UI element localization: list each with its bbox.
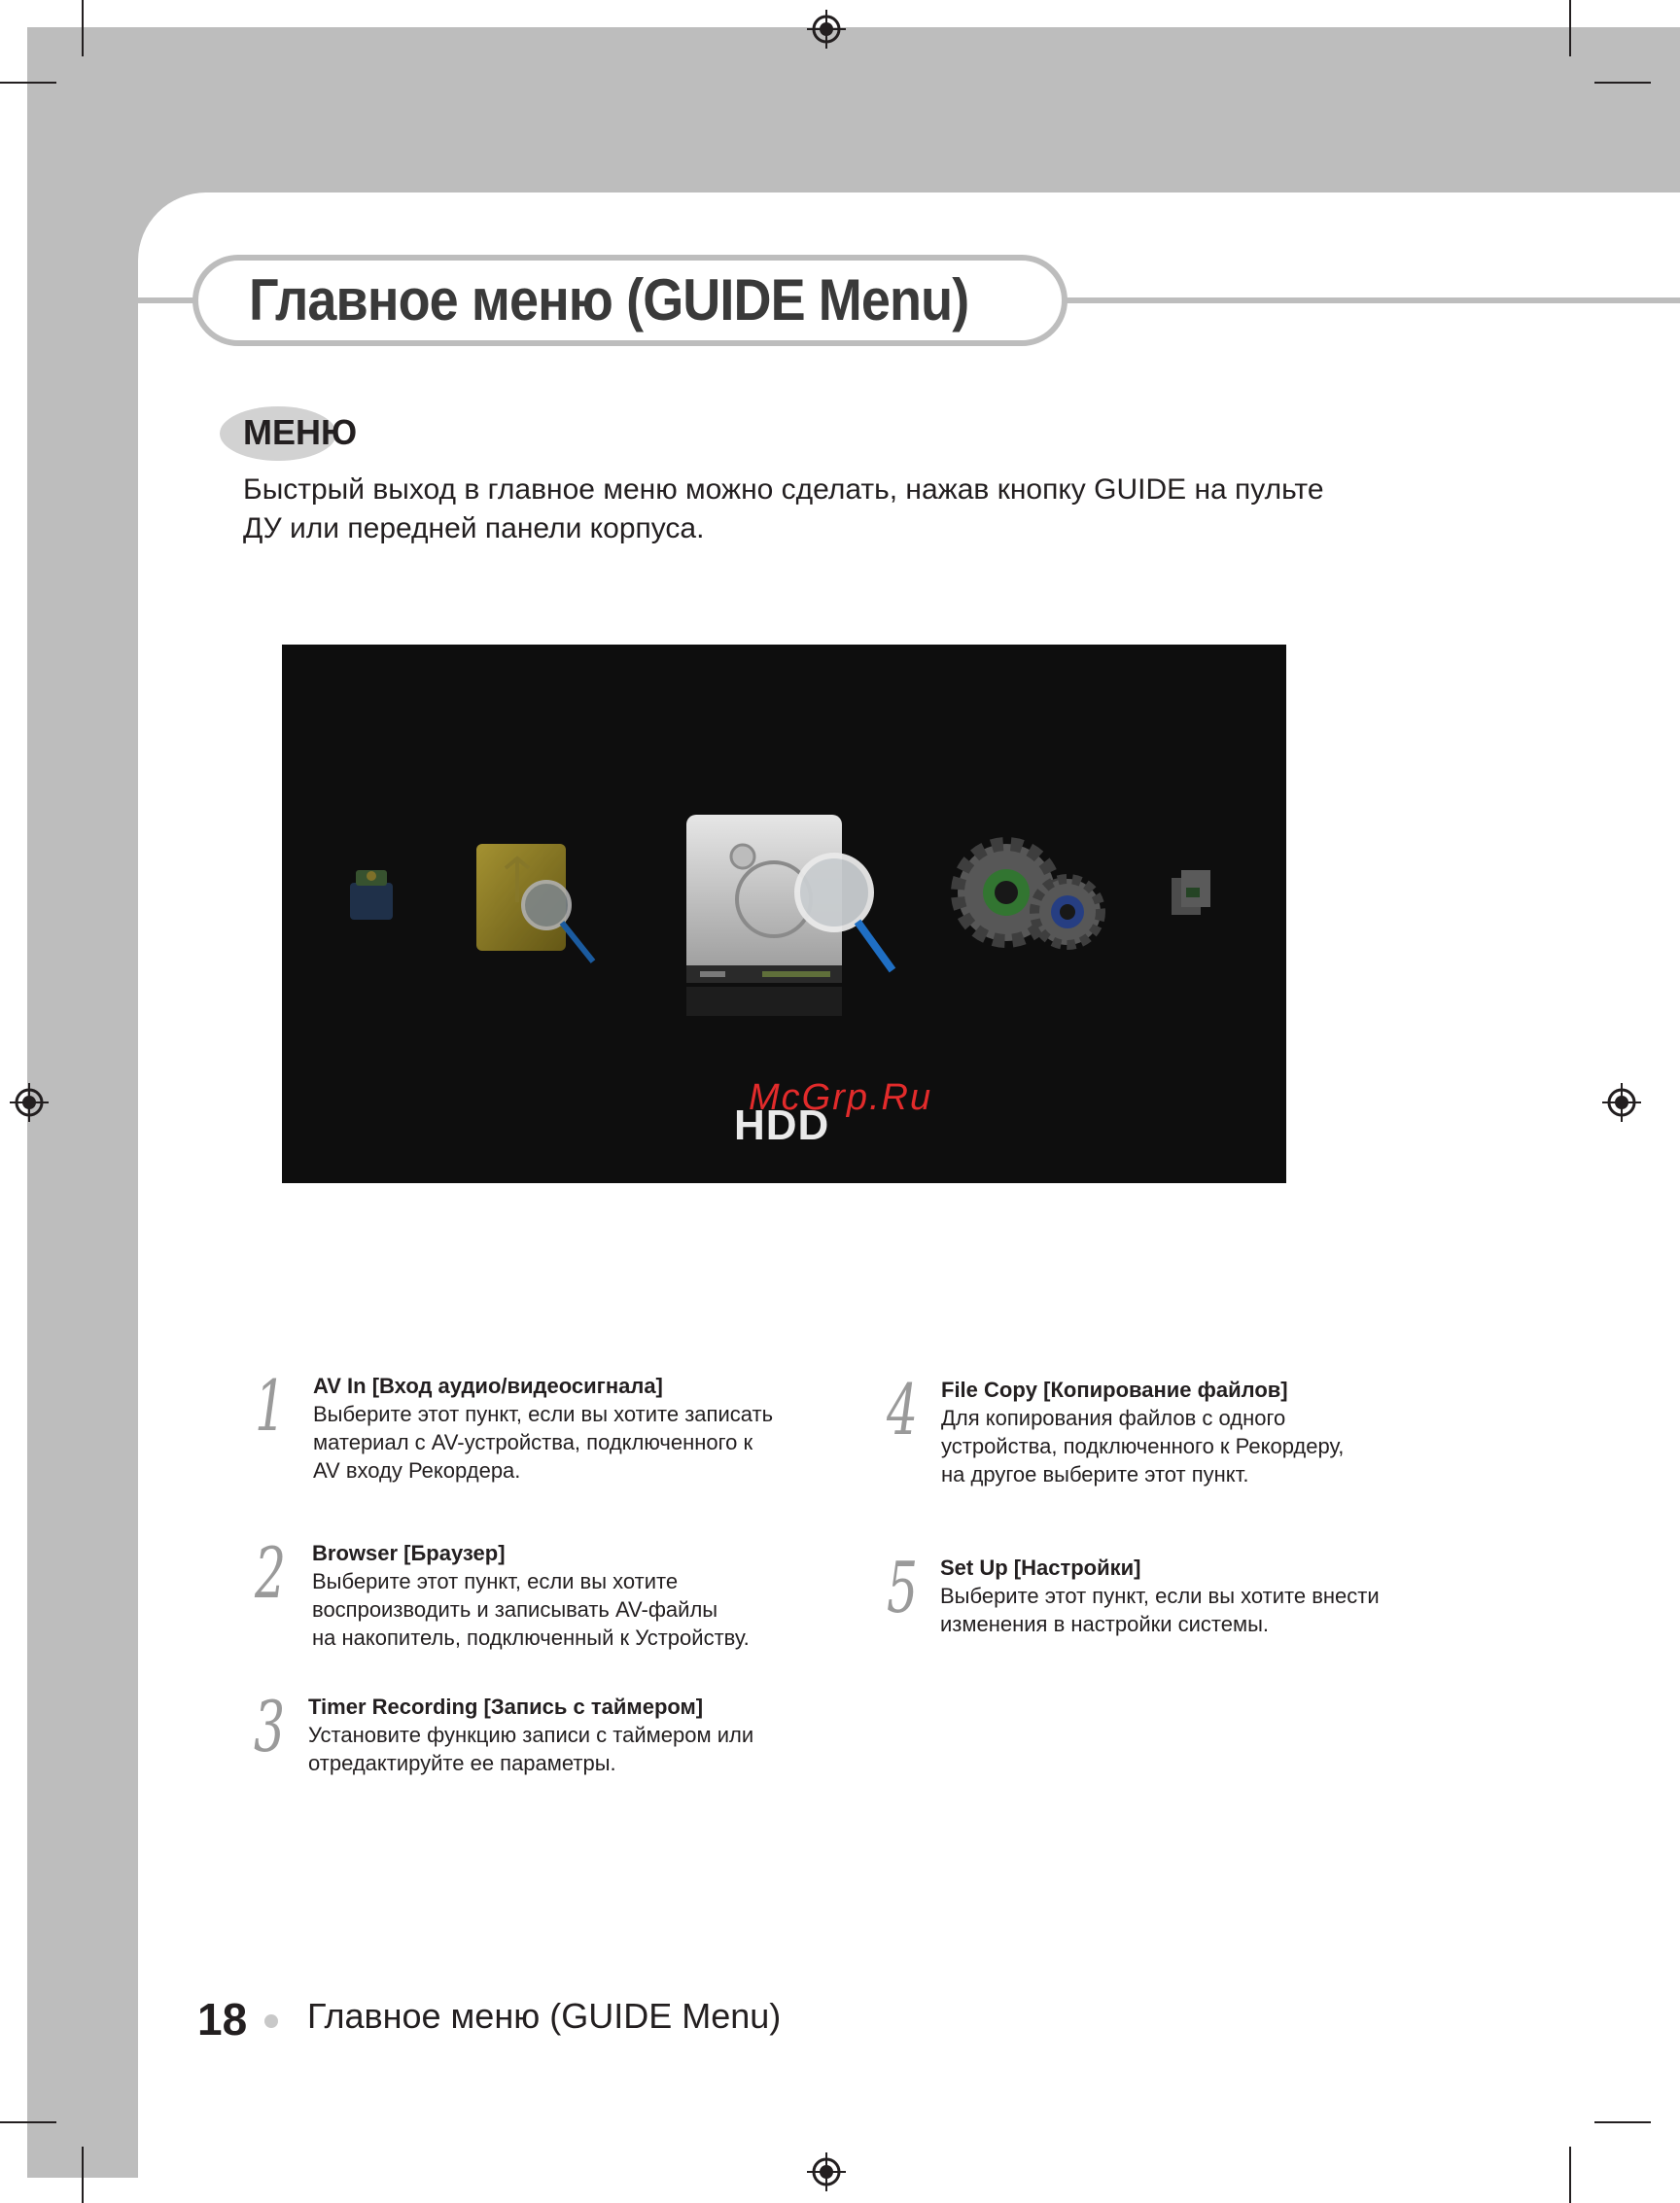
item-number: 4 (887, 1369, 919, 1451)
item-desc-line: Выберите этот пункт, если вы хотите записать (313, 1402, 774, 1426)
guide-menu-screenshot (282, 645, 1286, 1183)
top-gray-band (27, 27, 1680, 192)
menu-item-browser (312, 1539, 750, 1652)
registration-mark-icon (807, 2152, 846, 2191)
registration-mark-icon (10, 1083, 49, 1122)
item-desc-line: Установите функцию записи с таймером или (308, 1723, 754, 1747)
item-desc-line: на накопитель, подключенный к Устройству. (312, 1626, 750, 1650)
registration-mark-icon (807, 10, 846, 49)
item-desc-line: изменения в настройки системы. (940, 1612, 1270, 1636)
item-desc-line: отредактируйте ее параметры. (308, 1751, 616, 1775)
watermark: McGrp.Ru (749, 1077, 933, 1118)
crop-mark (82, 2147, 84, 2203)
av-in-icon[interactable] (350, 870, 393, 920)
page-title: Главное меню (GUIDE Menu) (249, 267, 969, 332)
crop-mark (1569, 0, 1571, 56)
item-desc-line: Выберите этот пункт, если вы хотите (312, 1569, 679, 1593)
section-title: МЕНЮ (243, 412, 358, 452)
menu-item-set-up (940, 1554, 1380, 1638)
item-desc-line: устройства, подключенного к Рекордеру, (941, 1434, 1345, 1458)
selected-menu-label: HDD (734, 1102, 830, 1149)
setup-gears-icon[interactable] (958, 844, 1101, 945)
usb-browser-icon[interactable] (476, 844, 593, 962)
item-number: 5 (887, 1547, 919, 1628)
item-title: AV In [Вход аудио/видеосигнала] (313, 1374, 663, 1398)
item-desc-line: воспроизводить и записывать AV-файлы (312, 1597, 718, 1622)
item-desc-line: AV входу Рекордера. (313, 1458, 521, 1483)
hdd-icon[interactable] (686, 815, 892, 1016)
item-desc-line: Выберите этот пункт, если вы хотите внести (940, 1584, 1380, 1608)
item-title: Browser [Браузер] (312, 1541, 506, 1565)
menu-item-file-copy (941, 1376, 1344, 1488)
item-number: 3 (254, 1686, 286, 1767)
crop-mark (0, 82, 56, 84)
crop-mark (0, 2121, 56, 2123)
item-title: Timer Recording [Запись с таймером] (308, 1695, 704, 1719)
registration-mark-icon (1602, 1083, 1641, 1122)
item-desc-line: на другое выберите этот пункт. (941, 1462, 1249, 1486)
menu-item-timer-recording (308, 1693, 753, 1777)
page-number: 18 (197, 1994, 248, 2045)
item-desc-line: Для копирования файлов с одного (941, 1406, 1286, 1430)
item-number: 1 (255, 1365, 287, 1447)
footer-title: Главное меню (GUIDE Menu) (307, 1996, 782, 2036)
item-title: Set Up [Настройки] (940, 1556, 1141, 1580)
item-title: File Copy [Копирование файлов] (941, 1378, 1288, 1402)
item-desc-line: материал с AV-устройства, подключенного к (313, 1430, 753, 1454)
item-number: 2 (255, 1532, 287, 1614)
intro-paragraph: Быстрый выход в главное меню можно сделать, нажав кнопку GUIDE на пульте ДУ или передней панели корпуса. (243, 473, 1324, 544)
crop-mark (82, 0, 84, 56)
crop-mark (1594, 82, 1651, 84)
crop-mark (1569, 2147, 1571, 2203)
file-copy-icon[interactable] (1172, 870, 1210, 915)
footer-bullet (264, 2014, 278, 2028)
crop-mark (1594, 2121, 1651, 2123)
menu-item-av-in (313, 1372, 773, 1485)
